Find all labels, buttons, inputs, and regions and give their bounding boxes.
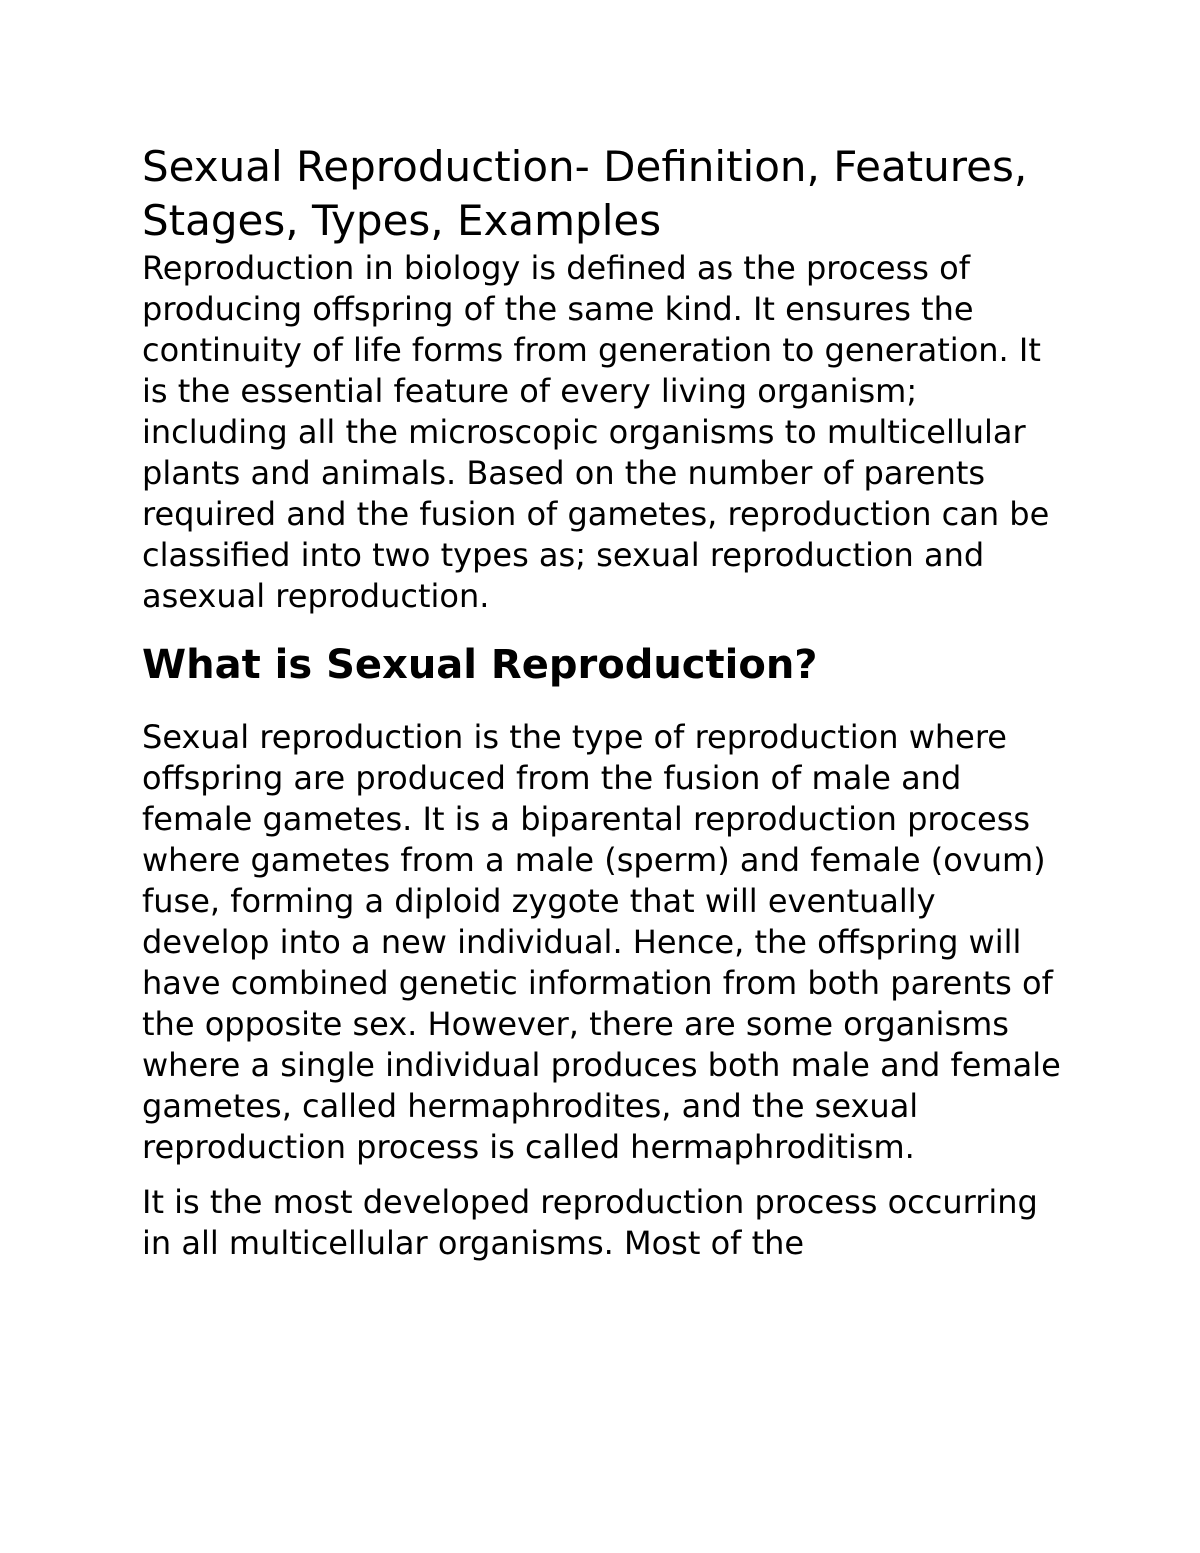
intro-paragraph: Reproduction in biology is defined as the process of producing offspring of the same kind. It ensures the continuity of life forms from generation to generation. It is the essential feature of every living organism; including all the microscopic organisms to multicellular plants and animals. Based on the number of parents required and the fusion of gametes, reproduction can be classified into two types as; sexual reproduction and asexual reproduction.: [142, 249, 1050, 615]
section-heading: What is Sexual Reproduction?: [142, 642, 818, 688]
document-page: [142, 140, 1072, 1264]
section-paragraph: It is the most developed reproduction process occurring in all multicellular organisms. Most of the: [142, 1183, 1038, 1262]
section-paragraph: Sexual reproduction is the type of reproduction where offspring are produced from the fusion of male and female gametes. It is a biparental reproduction process where gametes from a male (sperm) and female (ovum) fuse, forming a diploid zygote that will eventually develop into a new individual. Hence, the offspring will have combined genetic information from both parents of the opposite sex. However, there are some organisms where a single individual produces both male and female gametes, called hermaphrodites, and the sexual reproduction process is called hermaphroditism.: [142, 718, 1061, 1166]
section-body: [142, 717, 1072, 1264]
document-title: Sexual Reproduction- Definition, Features, Stages, Types, Examples: [142, 142, 1028, 245]
